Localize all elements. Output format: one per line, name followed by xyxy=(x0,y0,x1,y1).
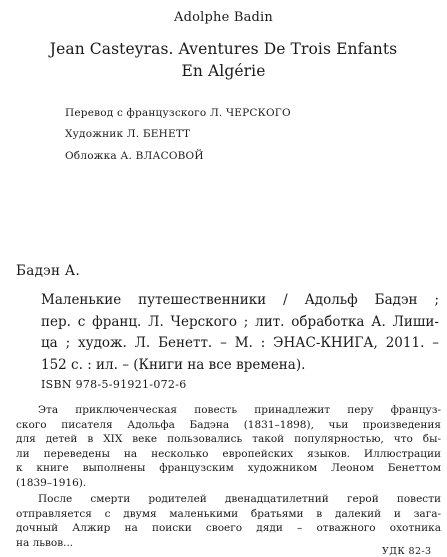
cover-credit: Обложка А. ВЛАСОВОЙ xyxy=(65,150,204,162)
illustrator-credit: Художник Л. БЕНЕТТ xyxy=(65,128,191,140)
annotation-line: дочный Алжир на поиски своего дяди – отважного охотника xyxy=(16,522,441,534)
original-title-line-2: En Algérie xyxy=(181,62,266,80)
annotation-line: на львов... xyxy=(16,536,74,549)
annotation-line: Эта приключенческая повесть принадлежит перу француз- xyxy=(38,404,441,416)
original-title-line-1: Jean Casteyras. Aventures De Trois Enfants xyxy=(49,40,398,58)
catalog-description-line: ца ; худож. Л. Бенетт. – М. : ЭНАС-КНИГА, 2011. – xyxy=(41,335,439,351)
annotation-line: ского писателя Адольфа Бадэна (1831–1898), чьи произведения xyxy=(16,418,441,431)
udc-code: УДК 82-3 xyxy=(382,546,432,557)
translation-credit: Перевод с французского Л. ЧЕРСКОГО xyxy=(65,107,291,119)
annotation-line: отправляется с двумя маленькими братьями в далекий и зага- xyxy=(16,507,441,520)
catalog-description-line: 152 с. : ил. – (Книги на все времена). xyxy=(41,356,306,373)
annotation-line: для детей в XIX веке пользовались такой популярностью, что бы- xyxy=(16,433,441,445)
isbn: ISBN 978-5-91921-072-6 xyxy=(41,378,187,391)
annotation-line: (1839–1916). xyxy=(16,476,87,489)
annotation-line: ли переведены на несколько европейских языков. Иллюстрации xyxy=(16,447,441,460)
catalog-description-line: Маленькие путешественники / Адольф Бадэн ; xyxy=(41,292,439,308)
annotation xyxy=(16,403,441,550)
catalog-author: Бадэн А. xyxy=(16,263,81,279)
annotation-line: к книге выполнены французским художником Леоном Бенеттом xyxy=(16,462,441,474)
catalog-description xyxy=(41,290,439,376)
original-author: Adolphe Badin xyxy=(174,10,273,25)
annotation-line: После смерти родителей двенадцатилетний герой повести xyxy=(38,493,441,505)
catalog-description-line: пер. с франц. Л. Черского ; лит. обработка А. Лиши- xyxy=(41,313,439,330)
